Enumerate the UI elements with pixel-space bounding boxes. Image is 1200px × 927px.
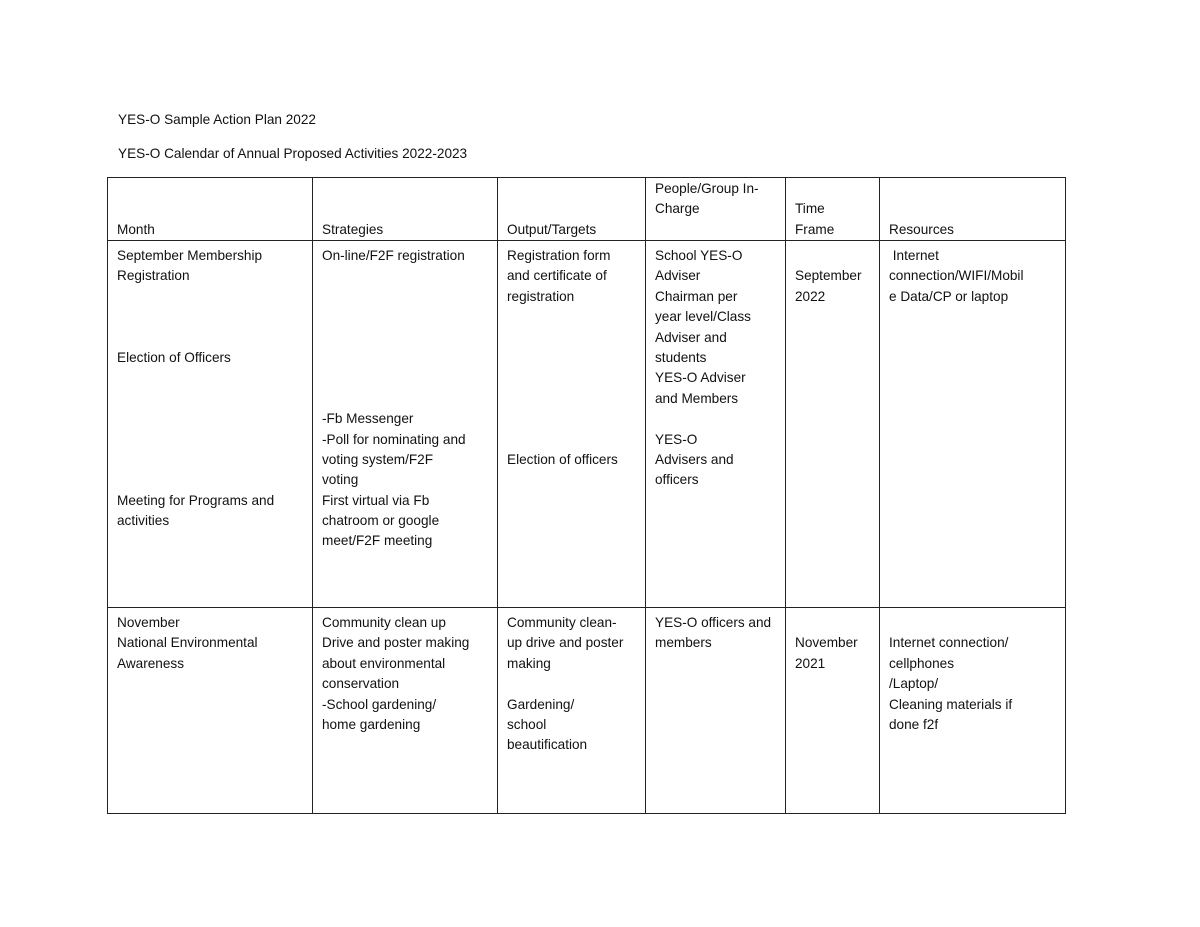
cell-text-line: Gardening/ bbox=[507, 696, 575, 712]
cell-text-line: registration bbox=[507, 288, 575, 304]
cell-text-line: year level/Class bbox=[655, 309, 751, 325]
cell-text-line: Registration form bbox=[507, 248, 611, 263]
cell-text-line bbox=[655, 409, 785, 429]
cell-text-line bbox=[507, 674, 645, 694]
cell-text-line: November bbox=[795, 635, 858, 651]
header-cell-time-frame bbox=[785, 177, 880, 241]
cell-text-line bbox=[117, 328, 312, 348]
cell-text-line: home gardening bbox=[322, 716, 421, 732]
cell-text-line bbox=[117, 179, 312, 199]
cell-text-line: 2021 bbox=[795, 655, 826, 671]
cell-output-targets bbox=[497, 607, 646, 814]
cell-text-line bbox=[322, 179, 497, 199]
cell-text-line: Cleaning materials if bbox=[889, 696, 1013, 712]
cell-resources bbox=[879, 240, 1066, 608]
cell-text-line: Month bbox=[117, 221, 155, 237]
cell-text-line: school bbox=[507, 716, 547, 732]
cell-text-line bbox=[795, 246, 879, 266]
cell-text-line: -Fb Messenger bbox=[322, 411, 414, 427]
cell-text-line: Charge bbox=[655, 201, 700, 217]
cell-text-line: Meeting for Programs and bbox=[117, 492, 275, 508]
cell-text-line bbox=[117, 450, 312, 470]
cell-text-line: November bbox=[117, 615, 180, 630]
document-subtitle: YES-O Calendar of Annual Proposed Activities 2022-2023 bbox=[118, 146, 468, 161]
cell-strategies bbox=[312, 607, 498, 814]
cell-text-line bbox=[322, 266, 497, 286]
cell-people-in-charge bbox=[645, 240, 786, 608]
cell-month bbox=[107, 240, 313, 608]
cell-text-line: meet/F2F meeting bbox=[322, 533, 433, 549]
cell-text-line: Internet connection/ bbox=[889, 635, 1009, 651]
cell-people-in-charge bbox=[645, 607, 786, 814]
header-cell-output-targets bbox=[497, 177, 646, 241]
cell-text-line: members bbox=[655, 635, 712, 651]
header-cell-strategies bbox=[312, 177, 498, 241]
cell-text-line bbox=[507, 409, 645, 429]
cell-text-line: and Members bbox=[655, 390, 739, 406]
cell-text-line: up drive and poster bbox=[507, 635, 624, 651]
cell-text-line bbox=[795, 179, 879, 199]
cell-text-line: September Membership bbox=[117, 248, 263, 263]
cell-text-line bbox=[117, 430, 312, 450]
header-cell-resources bbox=[879, 177, 1066, 241]
cell-month bbox=[107, 607, 313, 814]
cell-text-line bbox=[322, 287, 497, 307]
cell-text-line: Election of Officers bbox=[117, 349, 231, 365]
cell-text-line: voting bbox=[322, 472, 359, 488]
cell-text-line: e Data/CP or laptop bbox=[889, 288, 1009, 304]
cell-text-line: students bbox=[655, 349, 707, 365]
cell-text-line: National Environmental bbox=[117, 635, 258, 651]
cell-text-line: done f2f bbox=[889, 716, 939, 732]
cell-text-line bbox=[322, 328, 497, 348]
cell-text-line bbox=[117, 307, 312, 327]
document-title: YES-O Sample Action Plan 2022 bbox=[118, 112, 316, 127]
cell-text-line bbox=[117, 287, 312, 307]
cell-text-line: Frame bbox=[795, 221, 835, 237]
cell-text-line: conservation bbox=[322, 676, 400, 692]
cell-text-line bbox=[322, 199, 497, 219]
cell-text-line: September bbox=[795, 268, 862, 284]
cell-text-line: connection/WIFI/Mobil bbox=[889, 268, 1024, 284]
cell-text-line bbox=[117, 199, 312, 219]
cell-text-line: making bbox=[507, 655, 551, 671]
cell-text-line: First virtual via Fb bbox=[322, 492, 430, 508]
cell-text-line: Internet bbox=[889, 248, 939, 263]
cell-text-line bbox=[507, 430, 645, 450]
cell-text-line bbox=[322, 389, 497, 409]
cell-text-line: 2022 bbox=[795, 288, 826, 304]
cell-text-line bbox=[117, 368, 312, 388]
cell-text-line: and certificate of bbox=[507, 268, 607, 284]
cell-text-line: Awareness bbox=[117, 655, 184, 671]
cell-text-line bbox=[322, 307, 497, 327]
cell-text-line: Drive and poster making bbox=[322, 635, 470, 651]
cell-text-line bbox=[322, 348, 497, 368]
cell-text-line: chatroom or google bbox=[322, 513, 440, 529]
header-cell-month bbox=[107, 177, 313, 241]
cell-text-line: Resources bbox=[889, 221, 954, 237]
cell-text-line bbox=[117, 389, 312, 409]
cell-text-line bbox=[507, 199, 645, 219]
cell-text-line bbox=[117, 470, 312, 490]
cell-text-line: cellphones bbox=[889, 655, 954, 671]
cell-text-line: Time bbox=[795, 201, 825, 217]
cell-text-line bbox=[507, 389, 645, 409]
cell-text-line: /Laptop/ bbox=[889, 676, 939, 692]
cell-text-line: Chairman per bbox=[655, 288, 738, 304]
cell-text-line: -Poll for nominating and bbox=[322, 431, 466, 447]
cell-text-line bbox=[507, 328, 645, 348]
cell-strategies bbox=[312, 240, 498, 608]
cell-text-line: voting system/F2F bbox=[322, 451, 434, 467]
header-cell-people-in-charge bbox=[645, 177, 786, 241]
cell-text-line: YES-O Adviser bbox=[655, 370, 746, 386]
cell-text-line bbox=[117, 409, 312, 429]
cell-text-line: Strategies bbox=[322, 221, 384, 237]
cell-output-targets bbox=[497, 240, 646, 608]
cell-text-line: People/Group In- bbox=[655, 181, 759, 196]
cell-text-line: -School gardening/ bbox=[322, 696, 437, 712]
cell-time-frame bbox=[785, 240, 880, 608]
cell-text-line bbox=[507, 368, 645, 388]
cell-text-line bbox=[889, 179, 1065, 199]
cell-text-line: YES-O officers and bbox=[655, 615, 772, 630]
cell-text-line: YES-O bbox=[655, 431, 698, 447]
cell-text-line bbox=[322, 368, 497, 388]
cell-text-line: Advisers and bbox=[655, 451, 734, 467]
cell-text-line bbox=[507, 179, 645, 199]
cell-text-line: Output/Targets bbox=[507, 221, 597, 237]
cell-text-line: beautification bbox=[507, 737, 588, 753]
cell-text-line: activities bbox=[117, 513, 170, 529]
cell-text-line bbox=[889, 199, 1065, 219]
cell-text-line: Adviser and bbox=[655, 329, 727, 345]
cell-text-line bbox=[507, 348, 645, 368]
cell-text-line: Adviser bbox=[655, 268, 701, 284]
cell-text-line: officers bbox=[655, 472, 699, 488]
cell-text-line: Election of officers bbox=[507, 451, 618, 467]
cell-resources bbox=[879, 607, 1066, 814]
cell-text-line bbox=[795, 613, 879, 633]
cell-text-line bbox=[889, 613, 1065, 633]
cell-text-line bbox=[507, 307, 645, 327]
cell-text-line: Registration bbox=[117, 268, 190, 284]
cell-text-line: School YES-O bbox=[655, 248, 743, 263]
action-plan-table bbox=[108, 177, 1066, 813]
cell-text-line: Community clean up bbox=[322, 615, 446, 630]
cell-time-frame bbox=[785, 607, 880, 814]
cell-text-line: about environmental bbox=[322, 655, 446, 671]
cell-text-line: Community clean- bbox=[507, 615, 617, 630]
cell-text-line: On-line/F2F registration bbox=[322, 248, 465, 263]
